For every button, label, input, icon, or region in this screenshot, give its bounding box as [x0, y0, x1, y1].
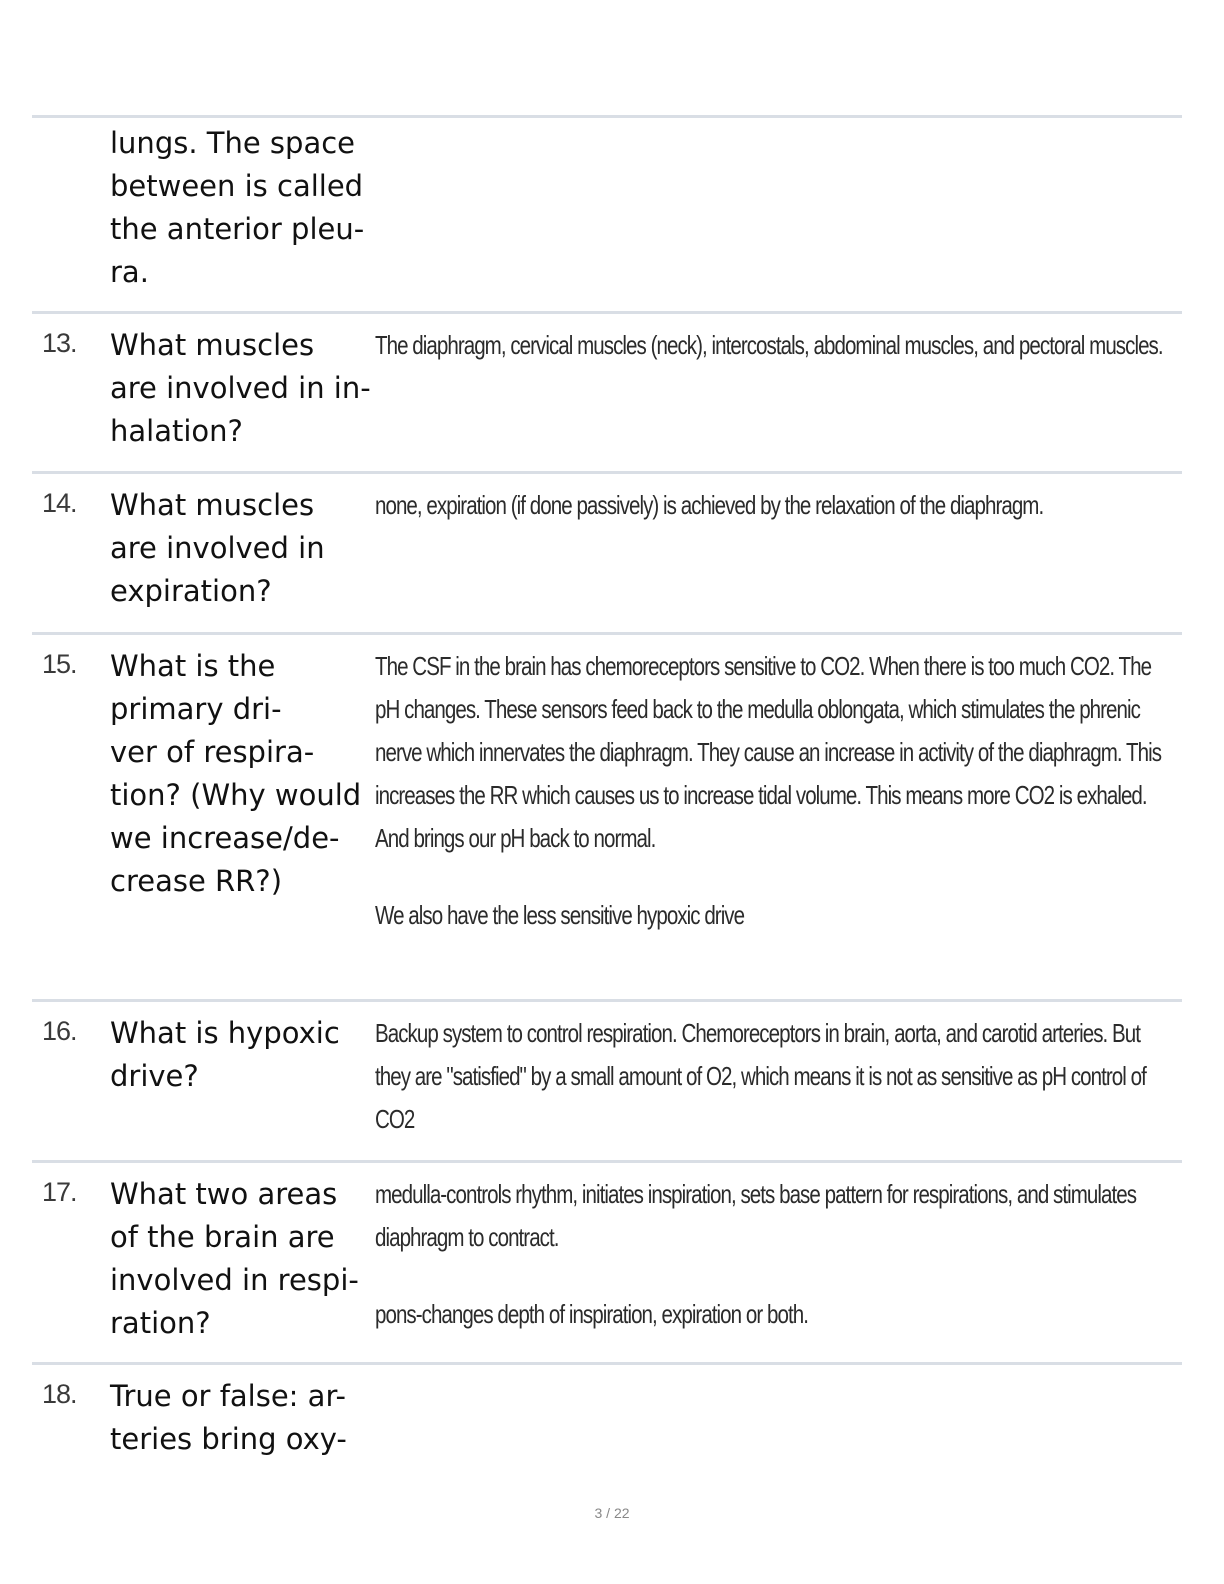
- term-text: What muscles are involved in in- halation?: [110, 328, 371, 448]
- definition-text: [375, 1173, 1173, 1336]
- table-row: [32, 115, 1182, 311]
- definition-paragraph: medulla-controls rhythm, initiates inspiration, sets base pattern for respirations, and stimulates diaphragm to contract.: [375, 1179, 1137, 1252]
- table-row: [32, 1160, 1182, 1362]
- page-indicator: 3 / 22: [594, 1505, 630, 1521]
- flashcard-table: [32, 115, 1182, 1472]
- table-row: [32, 311, 1182, 471]
- term-text: What is the primary dri- ver of respira- tion? (Why would we increase/de- crease RR?): [110, 649, 362, 898]
- row-number: 18.: [42, 1379, 77, 1409]
- definition-text: [375, 645, 1173, 937]
- table-row: [32, 999, 1182, 1160]
- row-number: 14.: [42, 488, 77, 518]
- row-number: 13.: [42, 328, 77, 358]
- term-text: What muscles are involved in expiration?: [110, 488, 325, 608]
- term-text: What is hypoxic drive?: [110, 1016, 340, 1093]
- definition-text: [375, 324, 1173, 367]
- definition-text: [375, 484, 1173, 527]
- term-text: lungs. The space between is called the anterior pleu- ra.: [110, 126, 365, 289]
- table-row: [32, 1362, 1182, 1472]
- definition-paragraph: none, expiration (if done passively) is achieved by the relaxation of the diaphragm.: [375, 490, 1044, 520]
- definition-paragraph: pons-changes depth of inspiration, expiration or both.: [375, 1299, 808, 1329]
- table-row: [32, 471, 1182, 632]
- table-row: [32, 632, 1182, 999]
- row-number: 17.: [42, 1177, 77, 1207]
- definition-text: [375, 1012, 1173, 1141]
- term-text: True or false: ar- teries bring oxy-: [110, 1379, 347, 1456]
- definition-paragraph: The diaphragm, cervical muscles (neck), intercostals, abdominal muscles, and pectoral muscles.: [375, 330, 1163, 360]
- definition-paragraph: Backup system to control respiration. Chemoreceptors in brain, aorta, and carotid arteries. But they are "satisfied" by a small amount of O2, which means it is not as sensitive as pH control of CO2: [375, 1018, 1146, 1134]
- term-text: What two areas of the brain are involved in respi- ration?: [110, 1177, 359, 1340]
- definition-paragraph: The CSF in the brain has chemoreceptors sensitive to CO2. When there is too much CO2. The pH changes. These sensors feed back to the medulla oblongata, which stimulates the phrenic nerve which innervates the diaphragm. They cause an increase in activity of the diaphragm. This increases the RR which causes us to increase tidal volume. This means more CO2 is exhaled. And brings our pH back to normal.: [375, 651, 1162, 853]
- definition-paragraph: We also have the less sensitive hypoxic drive: [375, 900, 745, 930]
- row-number: 16.: [42, 1016, 77, 1046]
- row-number: 15.: [42, 649, 77, 679]
